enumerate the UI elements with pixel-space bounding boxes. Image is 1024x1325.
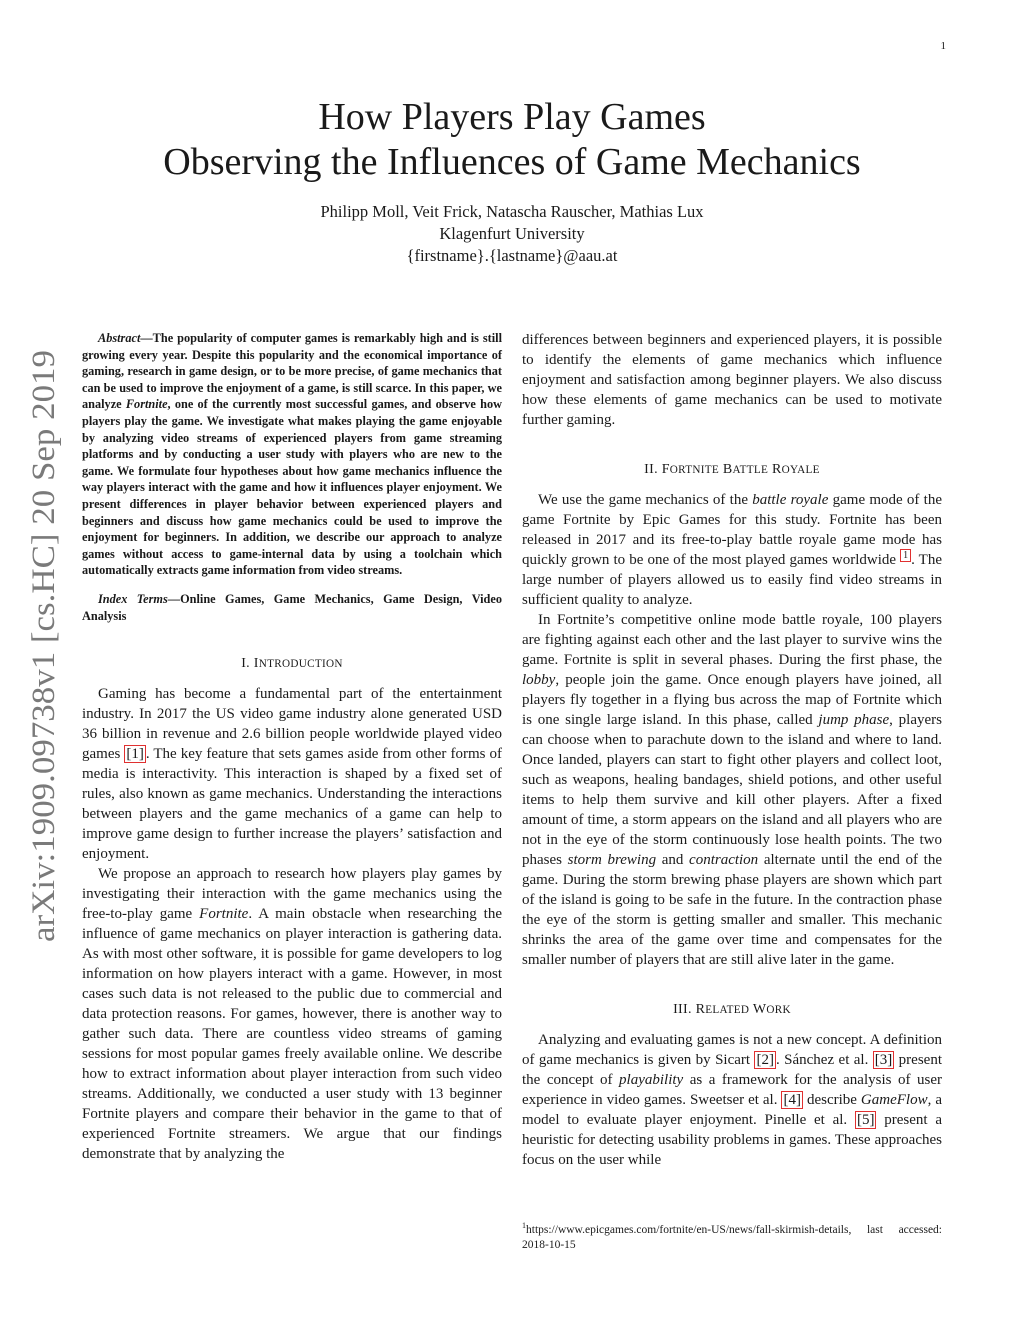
abstract-game: Fortnite — [125, 397, 168, 412]
emphasis: GameFlow — [860, 1092, 928, 1108]
section-number: III. — [673, 1002, 696, 1017]
text: . Sánchez et al. — [775, 1052, 873, 1068]
intro-paragraph-2 — [82, 864, 502, 1164]
page-number: 1 — [940, 40, 946, 52]
text: Gaming has become a fundamental part of the entertainment industry. In 2017 the US video game industry alone generated USD 36 billion in revenue and 2.6 billion people worldwide played video games — [82, 686, 502, 763]
text: In Fortnite’s competitive online mode battle royale, 100 players are fighting against each other and the last player to survive wins the game. Fortnite is split in several phases. During the first phase, the — [522, 612, 942, 668]
section-number: I. — [241, 656, 254, 672]
emphasis: battle royale — [752, 492, 829, 508]
heading-cap: R — [772, 462, 782, 477]
text: game mode of the game Fortnite by Epic Games for this study. Fortnite has been released in 2017 and its free-to-play battle royale game mode has quickly grown to be one of the most played games worldwide — [522, 492, 942, 568]
index-terms — [82, 591, 502, 624]
abstract — [82, 330, 502, 579]
arxiv-stamp — [24, 350, 66, 942]
text: . A main obstacle when researching the influence of game mechanics on player interaction is gathering data. As with most other software, it is possible for game developers to log information on how players interact with a game. However, in most cases such data is not released to the public due to commercial and data protection reasons. For games, however, there is another way to gather such data. There are countless video streams of gaming sessions for most popular games freely available online. We describe how to extract information about player interaction from such video streams. Additionally, we conducted a user study with 13 beginner Fortnite players and compare their behavior in the game to that of experienced Fortnite streamers. We argue that our findings demonstrate that by analyzing the — [82, 906, 502, 1163]
heading-rest: ORTNITE — [669, 464, 720, 476]
title-block — [0, 95, 1024, 267]
right-column — [522, 330, 942, 1170]
text: as a framework for the analysis of user experience in video games. Sweetser et al. — [522, 1072, 942, 1108]
heading-cap: W — [752, 1002, 767, 1017]
emphasis: Fortnite — [199, 906, 249, 923]
citation-1[interactable]: [1] — [126, 746, 144, 763]
citation-5[interactable]: [5] — [856, 1112, 875, 1128]
abstract-label: Abstract — [98, 331, 141, 345]
section-number: II. — [644, 462, 662, 477]
index-terms-text: —Online Games, Game Mechanics, Game Design, Video Analysis — [82, 591, 502, 623]
text: present the concept of — [522, 1052, 942, 1088]
abstract-text-2: , one of the currently most successful games, and observe how players play the game. We investigate what makes playing the game enjoyable by analyzing video streams of experienced players from game streaming platforms and by conducting a user study with players who are new to the game. We formulate four hypotheses about how game mechanics influence the way players interact with the game and how it influences player enjoyment. We present differences in player behavior between experienced players and beginners and discuss how game mechanics could be used to improve the enjoyment for beginners. In addition, we describe our approach to analyze games without access to game-internal data by using a toolchain which automatically extracts game information from video streams. — [82, 397, 502, 578]
affiliation: Klagenfurt University — [439, 224, 585, 243]
emphasis: lobby — [522, 672, 556, 688]
footnote-text[interactable]: https://www.epicgames.com/fortnite/en-US/news/fall-skirmish-details, last accessed: 2018-10-15 — [522, 1223, 942, 1251]
citation-2[interactable]: [2] — [756, 1052, 774, 1068]
text: , players can choose when to parachute down to the island and where to land. Once landed, players can start to fight other players and collect loot, such as weapons, healing bandages, shield potions, and other useful items to help them survive and kill other players. After a fixed amount of time, a storm appears on the island and all players who are not in the eye of the storm continuously lose health points. The two phases — [522, 712, 942, 868]
emphasis: playability — [619, 1072, 684, 1088]
text: We use the game mechanics of the — [538, 492, 753, 508]
fortnite-paragraph-1 — [522, 490, 942, 610]
title-line-1: How Players Play Games — [318, 96, 706, 138]
text: , people join the game. Once enough players have joined, all players fly together in a flying bus across the map of Fortnite which is one single large island. In this phase, called — [522, 672, 942, 728]
text: , a model to evaluate player enjoyment. Pinelle et al. — [522, 1092, 942, 1128]
section-heading-related-work — [522, 1000, 942, 1020]
intro-paragraph-1 — [82, 684, 502, 864]
section-heading-fortnite — [522, 460, 942, 480]
heading-cap: F — [661, 462, 670, 477]
left-column — [82, 330, 502, 1164]
related-work-paragraph-1 — [522, 1030, 942, 1170]
title-line-2: Observing the Influences of Game Mechanics — [163, 141, 861, 183]
heading-cap: R — [695, 1002, 706, 1017]
author-list: Philipp Moll, Veit Frick, Natascha Rauscher, Mathias Lux — [320, 202, 704, 221]
heading-rest: ORK — [766, 1004, 791, 1016]
abstract-text-1: —The popularity of computer games is remarkably high and is still growing every year. Despite this popularity and the economical importance of gaming, research in game design, or to be more precise, of game mechanics that can be used to improve the enjoyment of a game, is still scarce. In this paper, we analyze — [82, 331, 502, 412]
text: and — [656, 852, 690, 868]
heading-rest: OYALE — [781, 464, 820, 476]
heading-rest: ELATED — [705, 1004, 750, 1016]
emphasis: contraction — [689, 852, 759, 868]
index-terms-label: Index Terms — [98, 591, 168, 606]
text: present a heuristic for detecting usability problems in games. These approaches focus on the user while — [522, 1112, 942, 1168]
intro-paragraph-2-continued: differences between beginners and experienced players, it is possible to identify the elements of game mechanics which influence enjoyment and satisfaction among beginner players. We also discuss how these elements of game mechanics can be used to motivate further gaming. — [522, 332, 942, 428]
fortnite-paragraph-2 — [522, 610, 942, 970]
section-heading-introduction — [82, 654, 502, 674]
text: We propose an approach to research how players play games by investigating their interaction with the game mechanics using the free-to-play game — [82, 866, 502, 923]
emphasis: jump phase — [818, 712, 890, 728]
heading-cap: B — [722, 462, 733, 477]
heading-cap: I — [253, 656, 259, 672]
text: describe — [802, 1092, 861, 1108]
email: {firstname}.{lastname}@aau.at — [406, 246, 618, 265]
emphasis: storm brewing — [567, 852, 657, 868]
text: Analyzing and evaluating games is not a new concept. A definition of game mechanics is given by Sicart — [522, 1032, 942, 1068]
text: alternate until the end of the game. During the storm brewing phase players are shown which part of the island is going to be safe in the future. In the contraction phase the eye of the storm is getting smaller and smaller. This mechanic shrinks the area of the game over time and compensates for the smaller number of players that are still alive later in the game. — [522, 852, 942, 968]
footnote-reference[interactable]: 1 — [900, 549, 911, 562]
footnote-mark: 1 — [522, 1221, 526, 1230]
arxiv-stamp-text: arXiv:1909.09738v1 [cs.HC] 20 Sep 2019 — [26, 382, 62, 942]
citation-3[interactable]: [3] — [874, 1052, 893, 1068]
heading-rest: NTRODUCTION — [258, 658, 343, 671]
footnote — [522, 1218, 942, 1253]
text: . The large number of players allowed us to easily find video streams in sufficient quality to analyze. — [522, 552, 942, 608]
text: . The key feature that sets games aside from other forms of media is interactivity. This interaction is shaped by a fixed set of rules, also known as game mechanics. Understanding the interactions between players and the game mechanics of a game can help to improve game design to further increase the players’ satisfaction and enjoyment. — [82, 746, 502, 863]
heading-rest: ATTLE — [732, 464, 769, 476]
citation-4[interactable]: [4] — [783, 1092, 801, 1108]
